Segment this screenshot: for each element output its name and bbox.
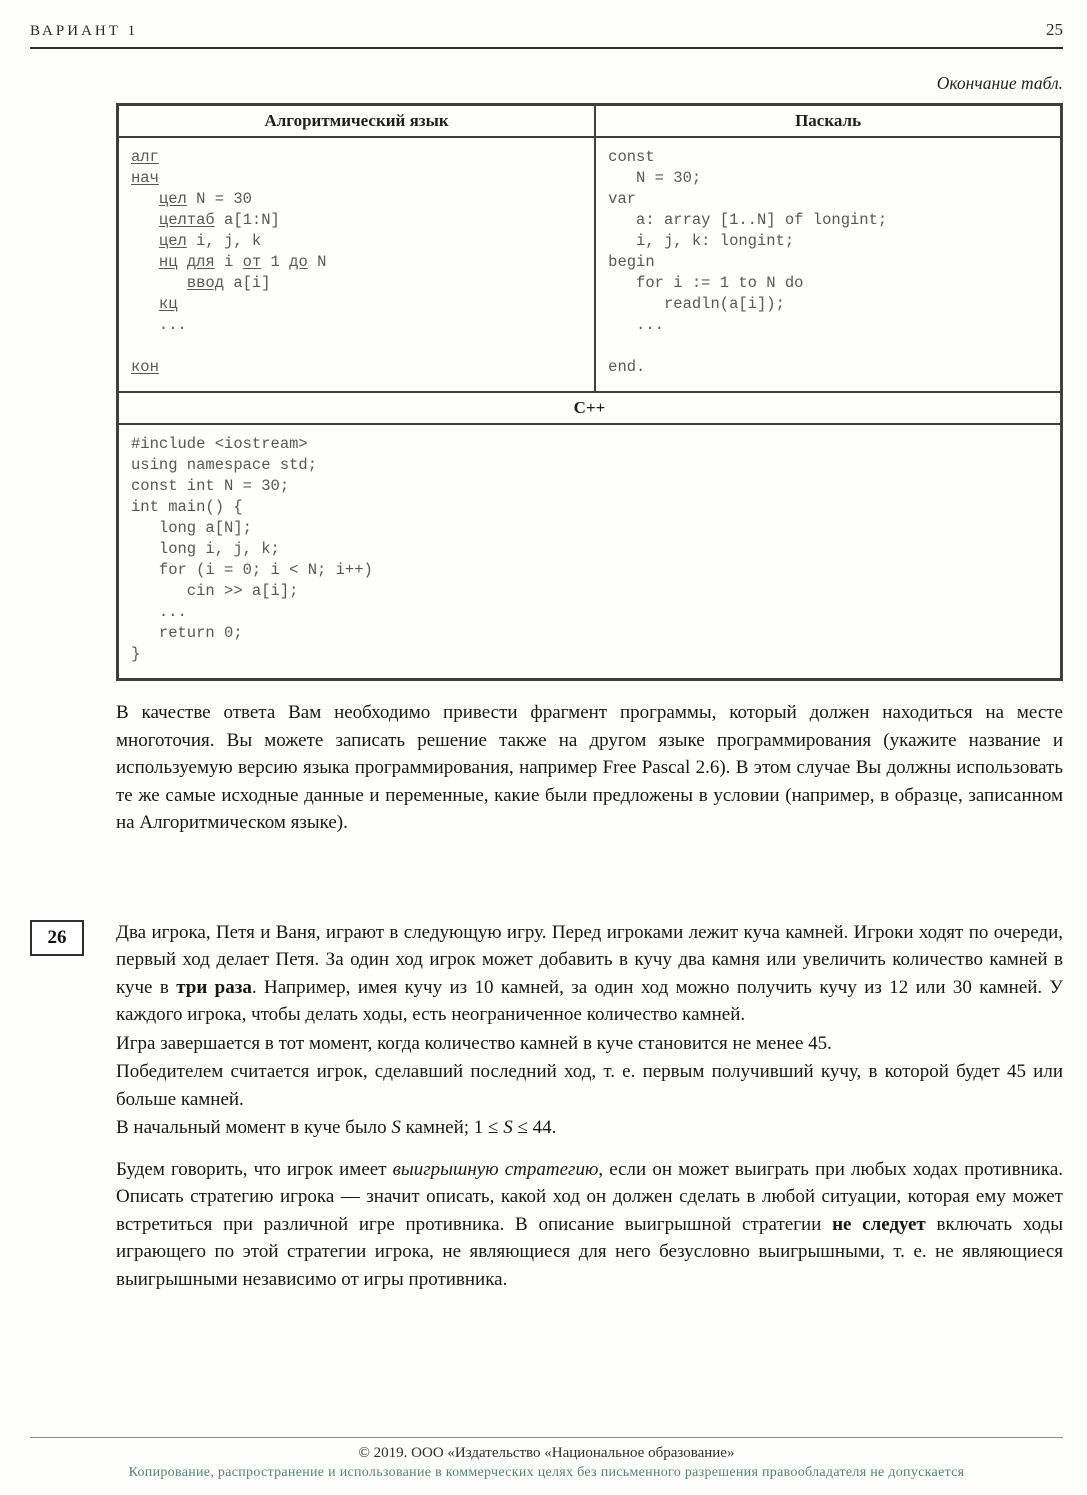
cpp-code-cell: #include <iostream> using namespace std; const int N = 30; int main() { long a[N]; long i, j, k; for (i = 0; i < N; i++) cin >> a[i]; ... return 0; } bbox=[118, 424, 1061, 679]
pascal-code-cell: const N = 30; var a: array [1..N] of longint; i, j, k: longint; begin for i := 1 to N do readln(a[i]); ... end. bbox=[595, 137, 1061, 392]
cpp-header-cell: С++ bbox=[118, 392, 1061, 424]
pascal-header-cell: Паскаль bbox=[595, 105, 1061, 137]
variant-label: ВАРИАНТ 1 bbox=[30, 23, 139, 39]
task-26 bbox=[47, 919, 1064, 1294]
task-paragraph: Игра завершается в тот момент, когда количество камней в куче становится не менее 45. bbox=[116, 1032, 832, 1054]
table-header-row bbox=[118, 105, 1061, 137]
page-content bbox=[47, 73, 1064, 1293]
algo-code-cell: алг нач цел N = 30 целтаб a[1:N] цел i, j, k нц для i от 1 до N ввод a[i] кц ... кон bbox=[118, 137, 595, 392]
header-rule bbox=[30, 47, 1063, 49]
page-header bbox=[30, 20, 1063, 40]
page-number: 25 bbox=[1046, 20, 1063, 39]
section-spacer bbox=[116, 837, 1063, 919]
task-paragraph: Будем говорить, что игрок имеет выигрышную стратегию, если он может выиграть при любых ходах противника. Описать стратегию игрока — значит описать, какой ход он должен сделать в любой ситуации, которая ему может встретиться при различной игре противника. В описание выигрышной стратегии не следует включать ходы играющего по этой стратегии игрока, не являющиеся для него безусловно выигрышными, т. е. не являющиеся выигрышными независимо от игры противника. bbox=[116, 1158, 1063, 1290]
copyright-line: © 2019. ООО «Издательство «Национальное образование» bbox=[358, 1445, 735, 1461]
task-number: 26 bbox=[47, 926, 67, 948]
usage-notice: Копирование, распространение и использование в коммерческих целях без письменного разрешения правообладателя не допускается bbox=[128, 1465, 965, 1480]
table-code-row bbox=[118, 137, 1061, 392]
algo-header-cell: Алгоритмический язык bbox=[118, 105, 595, 137]
cpp-code-row bbox=[118, 424, 1061, 679]
answer-note-paragraph: В качестве ответа Вам необходимо привести фрагмент программы, который должен находиться на месте многоточия. Вы можете записать решение также на другом языке программирования (укажите название и используемую версию языка программирования, например Free Pascal 2.6). В этом случае Вы должны использовать те же самые исходные данные и переменные, какие были предложены в условии (например, в образце, записанном на Алгоритмическом языке). bbox=[116, 702, 1063, 833]
task-number-box bbox=[30, 920, 84, 956]
task-paragraph: Два игрока, Петя и Ваня, играют в следующую игру. Перед игроками лежит куча камней. Игроки ходят по очереди, первый ход делает Петя. За один ход игрок может добавить в кучу два камня или увеличить количество камней в куче в три раза. Например, имея кучу из 10 камней, за один ход можно получить кучу из 12 или 30 камней. У каждого игрока, чтобы делать ходы, есть неограниченное количество камней. bbox=[116, 921, 1064, 1025]
page-footer bbox=[30, 1437, 1063, 1481]
task-paragraph: Победителем считается игрок, сделавший последний ход, т. е. первым получивший кучу, в которой будет 45 или больше камней. bbox=[116, 1061, 1063, 1110]
code-table bbox=[116, 103, 1063, 681]
task-paragraph: В начальный момент в куче было S камней; 1 ≤ S ≤ 44. bbox=[116, 1117, 557, 1138]
cpp-header-row bbox=[118, 392, 1061, 424]
table-caption: Окончание табл. bbox=[936, 73, 1063, 93]
